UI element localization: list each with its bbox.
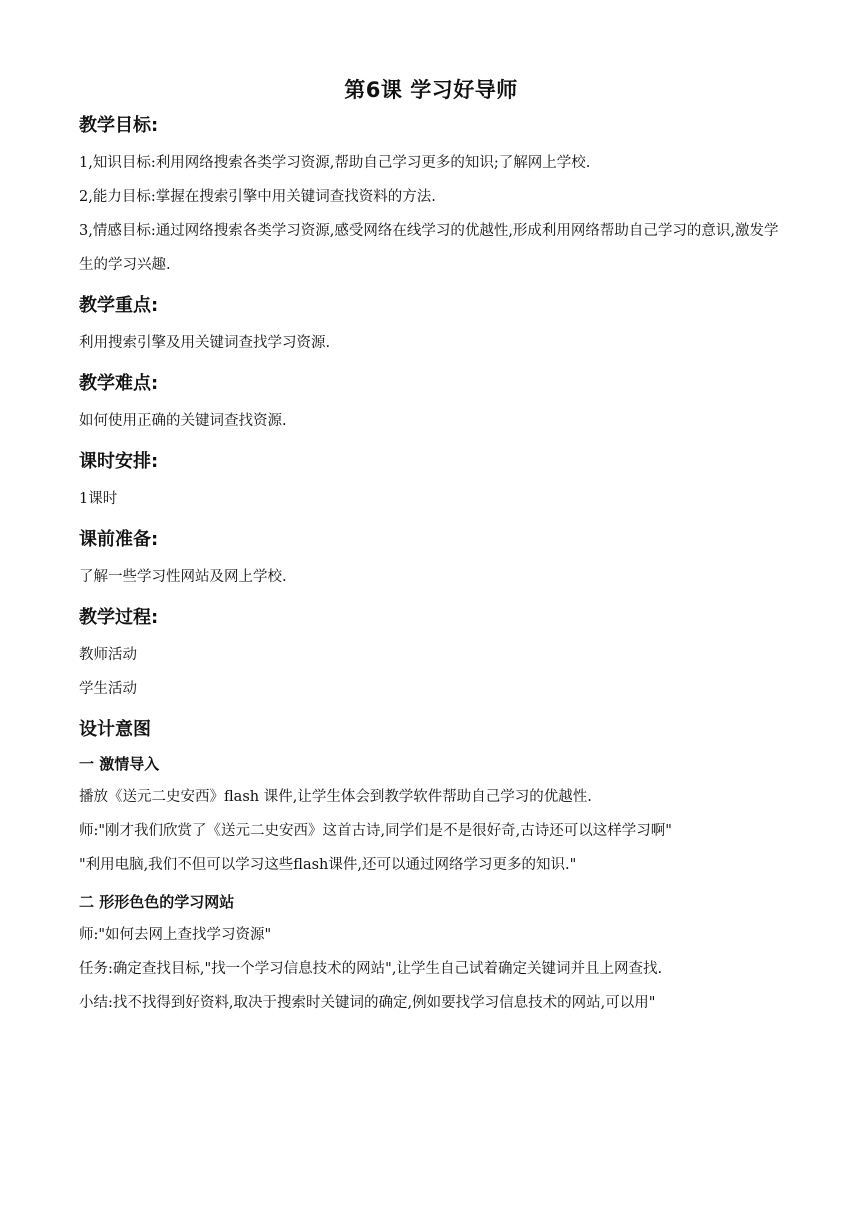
part1-heading: 一 激情导入 <box>79 755 160 773</box>
student-activity-label: 学生活动 <box>79 681 137 697</box>
process-heading: 教学过程: <box>79 607 159 628</box>
schedule-text: 1课时 <box>79 491 118 507</box>
part1-paragraph-1: 播放《送元二史安西》flash 课件,让学生体会到教学软件帮助自己学习的优越性. <box>79 789 592 805</box>
part2-heading: 二 形形色色的学习网站 <box>79 893 235 911</box>
document-page <box>79 74 783 1020</box>
design-heading: 设计意图 <box>79 719 151 740</box>
part2-paragraph-2: 任务:确定查找目标,"找一个学习信息技术的网站",让学生自己试着确定关键词并且上网查找. <box>79 961 663 977</box>
goal-knowledge: 1,知识目标:利用网络搜索各类学习资源,帮助自己学习更多的知识;了解网上学校. <box>79 155 591 171</box>
goal-ability: 2,能力目标:掌握在搜索引擎中用关键词查找资料的方法. <box>79 189 436 205</box>
preparation-heading: 课前准备: <box>79 529 159 550</box>
schedule-heading: 课时安排: <box>79 451 159 472</box>
difficulties-heading: 教学难点: <box>79 373 159 394</box>
goals-heading: 教学目标: <box>79 115 159 136</box>
goal-emotion: 3,情感目标:通过网络搜索各类学习资源,感受网络在线学习的优越性,形成利用网络帮助自己学习的意识,激发学生的学习兴趣. <box>79 223 779 273</box>
teacher-activity-label: 教师活动 <box>79 647 137 663</box>
part2-paragraph-1: 师:"如何去网上查找学习资源" <box>79 927 272 943</box>
key-points-heading: 教学重点: <box>79 295 159 316</box>
preparation-text: 了解一些学习性网站及网上学校. <box>79 569 287 585</box>
difficulties-text: 如何使用正确的关键词查找资源. <box>79 413 287 429</box>
key-points-text: 利用搜索引擎及用关键词查找学习资源. <box>79 335 331 351</box>
lesson-title: 第6课 学习好导师 <box>344 78 518 102</box>
part2-paragraph-3: 小结:找不找得到好资料,取决于搜索时关键词的确定,例如要找学习信息技术的网站,可以用" <box>79 995 656 1011</box>
part1-paragraph-3: "利用电脑,我们不但可以学习这些flash课件,还可以通过网络学习更多的知识." <box>79 857 577 873</box>
part1-paragraph-2: 师:"刚才我们欣赏了《送元二史安西》这首古诗,同学们是不是很好奇,古诗还可以这样学习啊" <box>79 823 672 839</box>
